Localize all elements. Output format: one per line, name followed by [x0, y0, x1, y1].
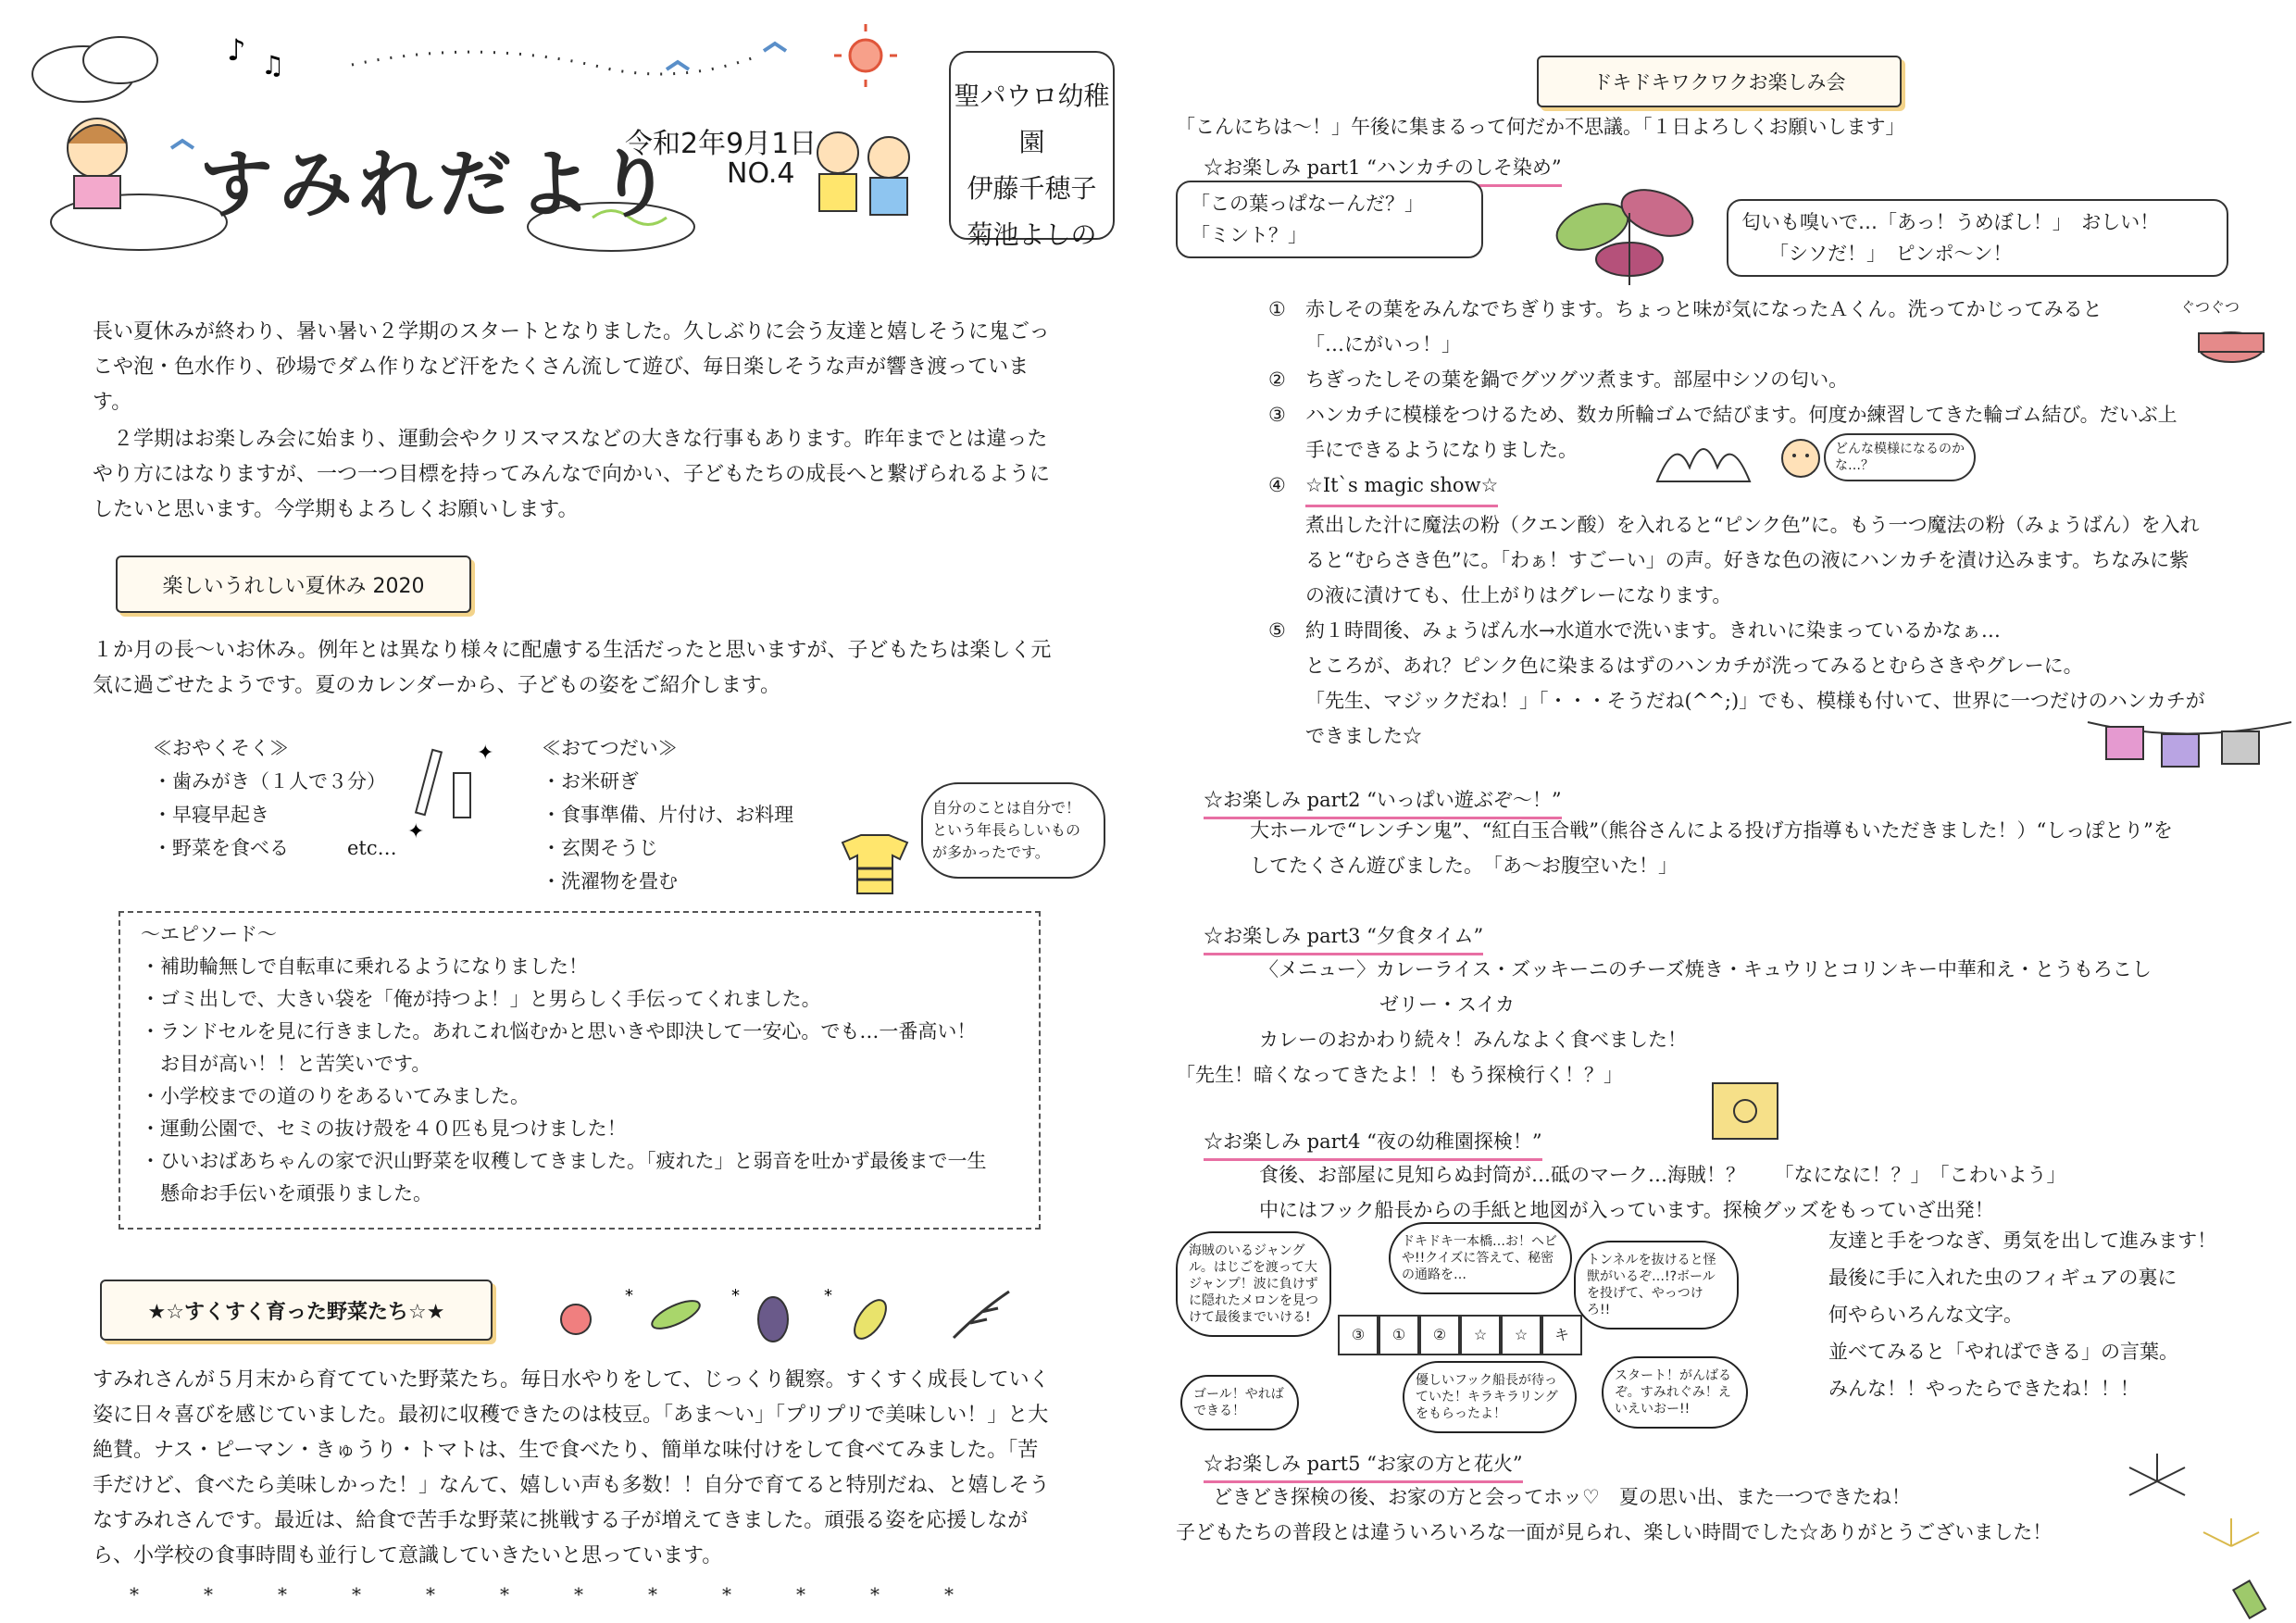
- part5-text: どきどき探検の後、お家の方と会ってホッ♡ 夏の思い出、また一つできたね！ 子どもたちの普段とは違ういろいろな一面が見られ、楽しい時間でした☆ありがとうございました！: [1176, 1486, 2053, 1543]
- part2-text: 大ホールで“レンチン鬼”、“紅白玉合戦”（熊谷さんによる投げ方指導もいただきました！）“しっぽとり”を してたくさん遊びました。 「あ～お腹空いた！」: [1250, 819, 2173, 877]
- speech-bubble-left: [1176, 181, 1483, 258]
- bubble-line: 「この葉っぱなーんだ？」: [1191, 193, 1424, 215]
- episode-item: ・補助輪無しで自転車に乗れるようになりました！: [141, 955, 588, 978]
- episode-box: [119, 911, 1041, 1230]
- right-page: [1167, 0, 2296, 1623]
- svg-text:✦: ✦: [407, 820, 425, 843]
- episode-item: ・ランドセルを見に行きました。あれこれ悩むかと思いきや即決して一安心。でも…一番高い！: [141, 1020, 977, 1042]
- issue-number: NO.4: [727, 157, 795, 190]
- map-note: トンネルを抜けると怪獣がいるぞ…!?ボールを投げて、やっつけろ!!: [1574, 1241, 1739, 1330]
- vegetables-paragraph: すみれさんが５月末から育てていた野菜たち。毎日水やりをして、じっくり観察。すくすく成長していく姿に日々喜びを感じていました。最初に収穫できたのは枝豆。「あま～い」「プリプリで美味しい！」と大絶賛。ナス・ピーマン・きゅうり・トマトは、生で食べたり、簡単な味付けをして食べてみました。「苦手だけど、食べたら美味しかった！」なんて、嬉しい声も多数！！自分で育てると特別だね、と嬉しそうなすみれさんです。最近は、給食で苦手な野菜に挑戦する子が増えてきました。頑張る姿を応援しながら、小学校の食事時間も並行して意識していきたいと思っています。: [93, 1368, 1050, 1567]
- map-cell: ②: [1419, 1315, 1460, 1355]
- episode-item: 懸命お手伝いを頑張りました。: [141, 1182, 432, 1205]
- map-cell: ③: [1338, 1315, 1379, 1355]
- help-list: [542, 731, 793, 898]
- help-item: ・洗濯物を畳む: [542, 870, 678, 893]
- girl-icon: [68, 119, 127, 208]
- cucumber-icon: [648, 1295, 703, 1334]
- svg-text:✦: ✦: [477, 742, 494, 765]
- promise-item: ・野菜を食べる etc…: [153, 837, 397, 859]
- pattern-note: どんな模様になるのかな…？: [1824, 433, 1976, 481]
- svg-text:*: *: [824, 1286, 832, 1305]
- sun-icon: [834, 24, 897, 87]
- part4-text: 食後、お部屋に見知らぬ封筒が…砥のマーク…海賊！？ 「なになに！？」 「こわいよう」 中にはフック船長からの手紙と地図が入っています。探検グッズをもっていざ出発！: [1259, 1164, 2066, 1221]
- summer-paragraph: １か月の長～いお休み。例年とは異なり様々に配慮する生活だったと思いますが、子どもたちは楽しく元気に過ごせたようです。夏のカレンダーから、子どもの姿をご紹介します。: [93, 639, 1052, 697]
- treasure-map: [1176, 1222, 1833, 1444]
- vegetable-icons: [546, 1282, 1065, 1347]
- episode-item: ・運動公園で、セミの抜け殻を４０匹も見つけました！: [141, 1117, 627, 1140]
- vegetables-heading: ★☆すくすく育った野菜たち☆★: [100, 1280, 493, 1341]
- episode-item: ・ひいおばあちゃんの家で沢山野菜を収穫してきました。「疲れた」と弱音を吐かず最後まで一生: [141, 1150, 987, 1172]
- school-box: [949, 51, 1115, 250]
- bird-icon: [764, 44, 786, 51]
- kids-icon: [817, 132, 909, 215]
- fireworks-icon: [2102, 1444, 2277, 1620]
- step-item: ④ ☆It`s magic show☆ 煮出した汁に魔法の粉（クエン酸）を入れると“ピンク色”に。もう一つ魔法の粉（みょうばん）を入れ ると“むらさき色”に。「わぁ！すごーい」の声。好きな色の液にハンカチを漬け込みます。ちなみに紫 の液に漬けても、仕上がりはグレーになります。: [1268, 468, 2250, 613]
- part4-side-text: 友達と手をつなぎ、勇気を出して進みます！ 最後に手に入れた虫のフィギュアの裏に 何やらいろんな文字。 並べてみると「やればできる」の言葉。 みんな！！やったらできたね！！！: [1828, 1230, 2217, 1400]
- promise-item: ・歯みがき（１人で３分）: [153, 770, 386, 793]
- summer-note: 自分のことは自分で！という年長らしいものが多かったです。: [921, 782, 1105, 879]
- tshirt-icon: [833, 833, 917, 898]
- map-note: 海賊のいるジャングル。はじごを渡って大ジャンプ！波に負けずに隠れたメロンを見つけて最後までいける!: [1176, 1231, 1331, 1337]
- eggplant-icon: [758, 1297, 788, 1342]
- help-title: ≪おてつだい≫: [542, 737, 678, 759]
- tomato-icon: [561, 1305, 591, 1334]
- part1-title: ☆お楽しみ part1 “ハンカチのしそ染め”: [1204, 153, 1562, 187]
- map-note: 優しいフック船長が待っていた！キラキラリングをもらったよ！: [1403, 1361, 1577, 1433]
- speech-bubble-right: [1727, 199, 2228, 277]
- svg-text:*: *: [625, 1286, 633, 1305]
- episode-item: ・小学校までの道のりをあるいてみました。: [141, 1085, 530, 1107]
- child-face-icon: [1778, 435, 1824, 481]
- party-intro: 「こんにちは～！」午後に集まるって何だか不思議。「１日よろしくお願いします」: [1176, 116, 1905, 138]
- step-item: ② ちぎったしその葉を鍋でグツグツ煮ます。部屋中シソの匂い。: [1268, 368, 1849, 391]
- laundry-icon: [2083, 704, 2296, 787]
- help-item: ・食事準備、片付け、お料理: [542, 804, 794, 826]
- part2-title: ☆お楽しみ part2 “いっぱい遊ぶぞ～！”: [1204, 785, 1562, 819]
- episode-item: ・ゴミ出しで、大きい袋を「俺が持つよ！」と男らしく手伝ってくれました。: [141, 988, 821, 1010]
- summer-heading: 楽しいうれしい夏休み 2020: [116, 556, 471, 613]
- map-cell: キ: [1541, 1315, 1582, 1355]
- bubble-line: 匂いも嗅いで…「あっ！うめぼし！」 おしい！: [1741, 211, 2160, 233]
- intro-paragraph: 長い夏休みが終わり、暑い暑い２学期のスタートとなりました。久しぶりに会う友達と嬉しそうに鬼ごっこや泡・色水作り、砂場でダム作りなど汗をたくさん流して遊び、毎日楽しそうな声が響き渡っています。: [93, 320, 1050, 414]
- party-heading: ドキドキワクワクお楽しみ会: [1537, 56, 1902, 107]
- part1-steps: [1268, 292, 2250, 754]
- part3-text: カレーのおかわり続々！みんなよく食べました！ 「先生！暗くなってきたよ！！もう探検行く！？」: [1176, 1029, 1687, 1086]
- star-divider: * * * * * * * * * * * *: [130, 1583, 954, 1605]
- handkerchief-icon: [1648, 426, 1759, 491]
- bird-icon: [171, 141, 193, 148]
- step-item: ③ ハンカチに模様をつけるため、数カ所輪ゴムで結びます。何度か練習してきた輪ゴム結び。だいぶ上 手にできるようになりました。: [1268, 404, 2177, 461]
- map-cell: ☆: [1501, 1315, 1541, 1355]
- map-note: ドキドキ一本橋…お！ヘビや!!クイズに答えて、秘密の通路を…: [1389, 1222, 1572, 1294]
- map-note: ゴール！やればできる！: [1180, 1375, 1299, 1430]
- pot-note: ぐつぐつ: [2180, 298, 2240, 316]
- svg-text:*: *: [731, 1286, 740, 1305]
- school-name: 聖パウロ幼稚園: [954, 81, 1110, 157]
- part3-title: ☆お楽しみ part3 “夕食タイム”: [1204, 921, 1483, 955]
- promise-item: ・早寝早起き: [153, 804, 269, 826]
- part4-title: ☆お楽しみ part4 “夜の幼稚園探検！”: [1204, 1127, 1542, 1161]
- part5-title: ☆お楽しみ part5 “お家の方と花火”: [1204, 1449, 1523, 1483]
- newsletter-title: すみれだより: [199, 142, 677, 228]
- music-note-icon: ♫: [261, 50, 285, 81]
- bubble-line: 「シソだ！」 ピンポ～ン！: [1769, 243, 2013, 265]
- map-grid: [1338, 1315, 1582, 1355]
- shiso-leaf-icon: [1546, 176, 1713, 287]
- step-item: ① 赤しその葉をみんなでちぎります。ちょっと味が気になったＡくん。洗ってかじってみると 「…にがいっ！」: [1268, 298, 2103, 356]
- map-cell: ☆: [1460, 1315, 1501, 1355]
- edamame-icon: [954, 1292, 1009, 1338]
- pepper-icon: [848, 1294, 892, 1343]
- help-item: ・玄関そうじ: [542, 837, 658, 859]
- envelope-icon: [1703, 1074, 1796, 1148]
- map-cell: ①: [1379, 1315, 1419, 1355]
- episode-item: お目が高い！！と苦笑いです。: [141, 1053, 431, 1075]
- episode-title: ～エピソード～: [141, 923, 277, 945]
- bird-icon: [667, 62, 689, 69]
- help-item: ・お米研ぎ: [542, 770, 639, 793]
- left-page: [0, 0, 1111, 1623]
- step-item: ⑤ 約１時間後、みょうばん水→水道水で洗います。きれいに染まっているかなぁ… ところが、あれ？ピンク色に染まるはずのハンカチが洗ってみるとむらさきやグレーに。 「先生、マジックだね！」「・・・そうだね(^^;)」でも、模様も付いて、世界に一つだけのハンカチが できました☆: [1268, 619, 2205, 747]
- part3-menu: 〈メニュー〉カレーライス・ズッキーニのチーズ焼き・キュウリとコリンキー中華和え・とうもろこし ゼリー・スイカ: [1259, 958, 2152, 1016]
- bubble-line: 「ミント？」: [1191, 224, 1307, 246]
- promise-list: [153, 731, 397, 865]
- promise-title: ≪おやくそく≫: [153, 737, 289, 759]
- toothbrush-icon: [407, 741, 500, 843]
- map-note: スタート！がんばるぞ。すみれぐみ！えいえいおー!!: [1602, 1356, 1748, 1429]
- teacher-name: 伊藤千穂子: [967, 173, 1097, 204]
- intro-paragraph: ２学期はお楽しみ会に始まり、運動会やクリスマスなどの大きな行事もあります。昨年までとは違ったやり方にはなりますが、一つ一つ目標を持ってみんなで向かい、子どもたちの成長へと繋げられるようにしたいと思います。今学期もよろしくお願いします。: [93, 428, 1051, 521]
- music-note-icon: ♪: [227, 32, 246, 68]
- teacher-name: 菊池よしの: [967, 219, 1097, 250]
- issue-date: 令和2年9月1日: [625, 128, 817, 160]
